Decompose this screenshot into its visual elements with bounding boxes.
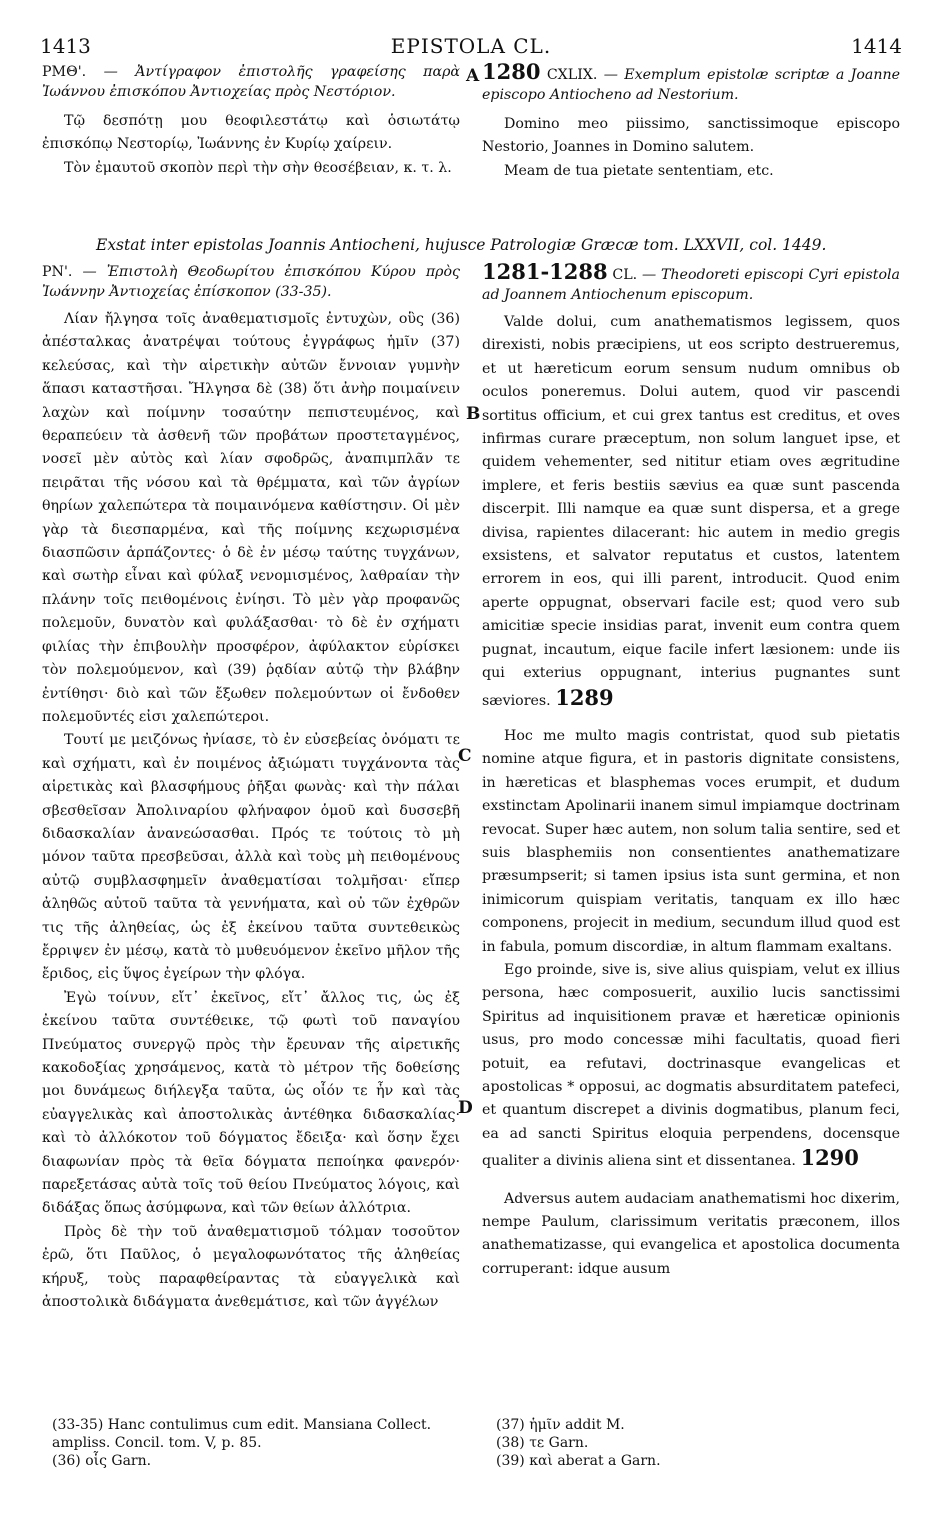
greek-letter-149-title: — Ἀντίγραφον ἐπιστολῆς γραφείσης παρὰ Ἰωάννου ἐπισκόπου Ἀντιοχείας πρὸς Νεστόριον. <box>42 64 460 100</box>
footnotes-right <box>496 1416 896 1470</box>
greek-letter-150-label: ΡΝ'. <box>42 264 73 280</box>
footnote-36: (36) οἷς Garn. <box>52 1453 152 1469</box>
greek-letter-149-body: Τὸν ἐμαυτοῦ σκοπὸν περὶ τὴν σὴν θεοσέβειαν, κ. τ. λ. <box>64 159 452 176</box>
page-number-right: 1414 <box>851 34 902 58</box>
running-header <box>40 34 902 58</box>
margin-letter-a: A <box>466 66 480 86</box>
column-number-1290: 1290 <box>800 1145 859 1171</box>
latin-letter-150 <box>482 259 900 1281</box>
greek-paragraph-3: Ἐγὼ τοίνυν, εἴτ᾽ ἐκεῖνος, εἴτ᾽ ἄλλος τις, ὡς ἐξ ἐκείνου ταῦτα συντέθεικε, τῷ φωτὶ τοῦ παναγίου Πνεύματος συνεργῷ πρὸς τὴν ἔρευναν τῆς αἱρετικῆς κακοδοξίας χρησάμενος, κατὰ τὸ μέτρον τῆς δοθείσης μοι δυνάμεως διήλεγξα ταῦτα, ὡς οἷόν τε ἦν καὶ τὰς εὐαγγελικὰς καὶ ἀποστολικὰς ἀντέθηκα διδασκαλίας· καὶ τὸ ἀλλόκοτον τοῦ δόγματος ἔδειξα· καὶ ὅσην ἔχει διαφωνίαν πρὸς τὰ θεῖα δόγματα πεποίηκα φανερόν· παρεξετάσας αὐτὰ τοῖς τοῦ θείου Πνεύματος λόγοις, καὶ διδάξας ὅπως ἀσύμφωνα, καὶ τῶν θείων ἀλλότρια. <box>42 989 460 1217</box>
latin-paragraph-1-text: Valde dolui, cum anathematismos legissem, quos direxisti, nobis præcipiens, ut eos scripto destrueremus, et ut hæreticum eorum sensum nudum omnibus ob oculos poneremus. Dolui autem, quod vir pascendi sortitus officium, et cui grex tantus est creditus, et oves infirmas curare præceptum, non solum languet ipse, et quidem vehementer, sed nititur etiam oves ægritudine implere, et feris bestiis sævius ea quæ sunt pascenda discerpit. Illi namque ea quæ sunt dispersa, et a grege divisa, rapientes dilacerant: hic autem in medio gregis exsistens, et salvator reputatus et custos, latentem errorem in eos, qui illi parent, introducit. Quod enim aperte oppugnat, observari facile est; quod vero sub amicitiæ specie insidias parat, invenit eum contra quem pugnat, incautum, eique facile infert læsionem: unde iis qui exterius oppugnant, interius pugnantes sunt sæviores. <box>482 314 900 709</box>
exstat-note: Exstat inter epistolas Joannis Antiocheni, hujusce Patrologiæ Græcæ tom. LXXVII, col. 1449. <box>96 236 827 254</box>
greek-paragraph-4: Πρὸς δὲ τὴν τοῦ ἀναθεματισμοῦ τόλμαν τοσοῦτον ἐρῶ, ὅτι Παῦλος, ὁ μεγαλοφωνότατος τῆς ἀληθείας κήρυξ, τοὺς παραφθείραντας τὰ εὐαγγελικὰ καὶ ἀποστολικὰ διδάγματα ἀνεθεμάτισε, καὶ τῶν ἀγγέλων <box>42 1223 460 1311</box>
margin-letter-b: B <box>466 404 481 424</box>
column-number-1281-1288: 1281-1288 <box>482 259 608 284</box>
greek-paragraph-2: Τουτί με μειζόνως ἠνίασε, τὸ ἐν εὐσεβείας ὀνόματι τε καὶ σχήματι, καὶ ἐν ποιμένος ἀξιώματι τυγχάνοντα τὰς αἱρετικὰς καὶ βλασφήμους ῥῆξαι φωνὰς· καὶ τὴν πάλαι σβεσθεῖσαν Ἀπολιναρίου φλήναφον ὁμοῦ καὶ δυσσεβῆ διδασκαλίαν ἀνανεώσασθαι. Πρός τε τούτοις τὸ μὴ μόνον ταῦτα πρεσβεῦσαι, ἀλλὰ καὶ τοὺς μὴ πειθομένους αὐτῷ συμβλασφημεῖν ἀναθεματίσαι τολμῆσαι· εἴπερ ἀληθῶς αὐτοῦ ταῦτα τὰ γεννήματα, καὶ οὐ τῶν ἐχθρῶν τις τῆς ἀληθείας, ὡς ἐξ ἐκείνου ταῦτα συντεθεικὼς ἔρριψεν ἐν μέσῳ, κατὰ τὸ μυθευόμενον ἐκεῖνο μῆλον τῆς ἔριδος, εἰς ὕψος ἐγείρων τὴν φλόγα. <box>42 732 460 983</box>
margin-letter-c: C <box>458 746 472 766</box>
latin-paragraph-3 <box>482 959 900 1174</box>
latin-paragraph-4: Adversus autem audaciam anathematismi hoc dixerim, nempe Paulum, clarissimum veritatis præconem, illos anathematizasse, qui evangelica et apostolica documenta corruperant: idque ausum <box>482 1190 900 1277</box>
latin-paragraph-3-text: Ego proinde, sive is, sive alius quispiam, velut ex illius persona, hæc composuerit, auxilio lucis sanctissimi Spiritus ad inquisitionem pravæ et hæreticæ opinionis usus, pro modo concessæ mihi facultatis, quoad fieri potuit, ea refutavi, doctrinasque evangelicas et apostolicas * opposui, ac dogmatis absurditatem patefeci, et quantum discrepet a divinis dogmatibus, planum feci, ea ad sancti Spiritus eloquia perpendens, docensque qualiter a divinis aliena sint et dissentanea. <box>482 961 900 1170</box>
footnotes-left <box>52 1416 452 1470</box>
footnote-37: (37) ἡμῖν addit M. <box>496 1417 625 1433</box>
margin-letter-d: D <box>458 1098 473 1118</box>
latin-letter-150-title: — Theodoreti episcopi Cyri epistola ad Joannem Antiochenum episcopum. <box>482 267 900 303</box>
latin-letter-149 <box>482 59 900 183</box>
latin-letter-149-label: CXLIX. <box>546 67 598 83</box>
latin-paragraph-1 <box>482 311 900 713</box>
greek-letter-150 <box>42 262 460 1314</box>
greek-paragraph-1: Λίαν ἤλγησα τοῖς ἀναθεματισμοῖς ἐντυχὼν, οὓς (36) ἀπέσταλκας ἀνατρέψαι τούτους ἐγγράφως ἡμῖν (37) κελεύσας, καὶ τὴν αἱρετικὴν αὐτῶν ἔννοιαν γυμνὴν ἅπασι καταστῆσαι. Ἤλγησα δὲ (38) ὅτι ἀνὴρ ποιμαίνειν λαχὼν καὶ ποίμνην τοσαύτην πεπιστευμένος, καὶ θεραπεύειν τὰ ἀσθενῆ τῶν προβάτων προστεταγμένος, νοσεῖ μὲν αὐτὸς καὶ λίαν σφοδρῶς, ἀναπιμπλᾶν τε πειρᾶται τῆς νόσου καὶ τὰ θρέμματα, καὶ τῶν ἀγρίων θηρίων χαλεπώτερα τὰ ποιμαινόμενα καθίστησιν. Οἱ μὲν γὰρ τὰ διεσπαρμένα, καὶ τῆς ποίμνης κεχωρισμένα διασπῶσιν ἁρπάζοντες· ὁ δὲ ἐν μέσῳ ταύτης τυγχάνων, καὶ σωτὴρ εἶναι καὶ φύλαξ νενομισμένος, λαθραίαν τὴν πλάνην τοῖς πειθομένοις ἐνίησι. Τὸ μὲν γὰρ προφανῶς πολεμοῦν, δυνατὸν καὶ φυλάξασθαι· τὸ δὲ ἐν σχήματι φιλίας τὴν ἐπιβουλὴν προσφέρον, ἀφύλακτον εὑρίσκει τὸν πολεμούμενον, καὶ (39) ῥᾳδίαν αὐτῷ τὴν βλάβην ἐντίθησι· διὸ καὶ τῶν ἔξωθεν πολεμούντων οἱ ἔνδοθεν πολεμοῦντές εἰσι χαλεπώτεροι. <box>42 311 460 725</box>
footnote-39: (39) καὶ aberat a Garn. <box>496 1453 661 1469</box>
latin-letter-150-label: CL. <box>612 267 638 283</box>
latin-letter-149-heading <box>482 59 900 105</box>
latin-letter-149-body: Meam de tua pietate sententiam, etc. <box>504 162 774 179</box>
greek-letter-149-heading <box>42 62 460 102</box>
latin-paragraph-2: Hoc me multo magis contristat, quod sub pietatis nomine atque figura, et in pastoris dignitate consistens, in hæreticas et blasphemas voces erumpit, et dudum exstinctam Apolinarii inanem simul impiamque doctrinam revocat. Super hæc autem, non solum talia sentire, sed et suis blasphemiis non consentientes anathematizare præsumpserit; si tamen ipsius ista sunt germina, et non inimicorum quispiam veritatis, tanquam ex illo hæc componens, projecit in medium, secundum illud quod est in fabula, pomum discordiæ, in altum flammam exaltans. <box>482 727 900 955</box>
column-number-1289: 1289 <box>555 684 614 710</box>
footnote-38: (38) τε Garn. <box>496 1435 589 1451</box>
footnote-33-35: (33-35) Hanc contulimus cum edit. Mansiana Collect. ampliss. Concil. tom. V, p. 85. <box>52 1417 432 1451</box>
greek-letter-149 <box>42 62 460 180</box>
greek-letter-150-title: — Ἐπιστολὴ Θεοδωρίτου ἐπισκόπου Κύρου πρὸς Ἰωάννην Ἀντιοχείας ἐπίσκοπον (33-35). <box>42 264 460 300</box>
latin-letter-150-heading <box>482 259 900 305</box>
column-number-1280: 1280 <box>482 59 541 84</box>
page-title: EPISTOLA CL. <box>390 34 552 58</box>
latin-letter-149-salutation: Domino meo piissimo, sanctissimoque episcopo Nestorio, Joannes in Domino salutem. <box>482 116 900 156</box>
greek-letter-150-heading <box>42 262 460 302</box>
greek-letter-149-label: ΡΜΘ'. <box>42 64 87 80</box>
latin-letter-149-title: — Exemplum epistolæ scriptæ a Joanne episcopo Antiocheno ad Nestorium. <box>482 67 900 103</box>
page-number-left: 1413 <box>40 34 91 58</box>
greek-letter-149-salutation: Τῷ δεσπότῃ μου θεοφιλεστάτῳ καὶ ὁσιωτάτῳ ἐπισκόπῳ Νεστορίῳ, Ἰωάννης ἐν Κυρίῳ χαίρειν. <box>42 113 460 153</box>
